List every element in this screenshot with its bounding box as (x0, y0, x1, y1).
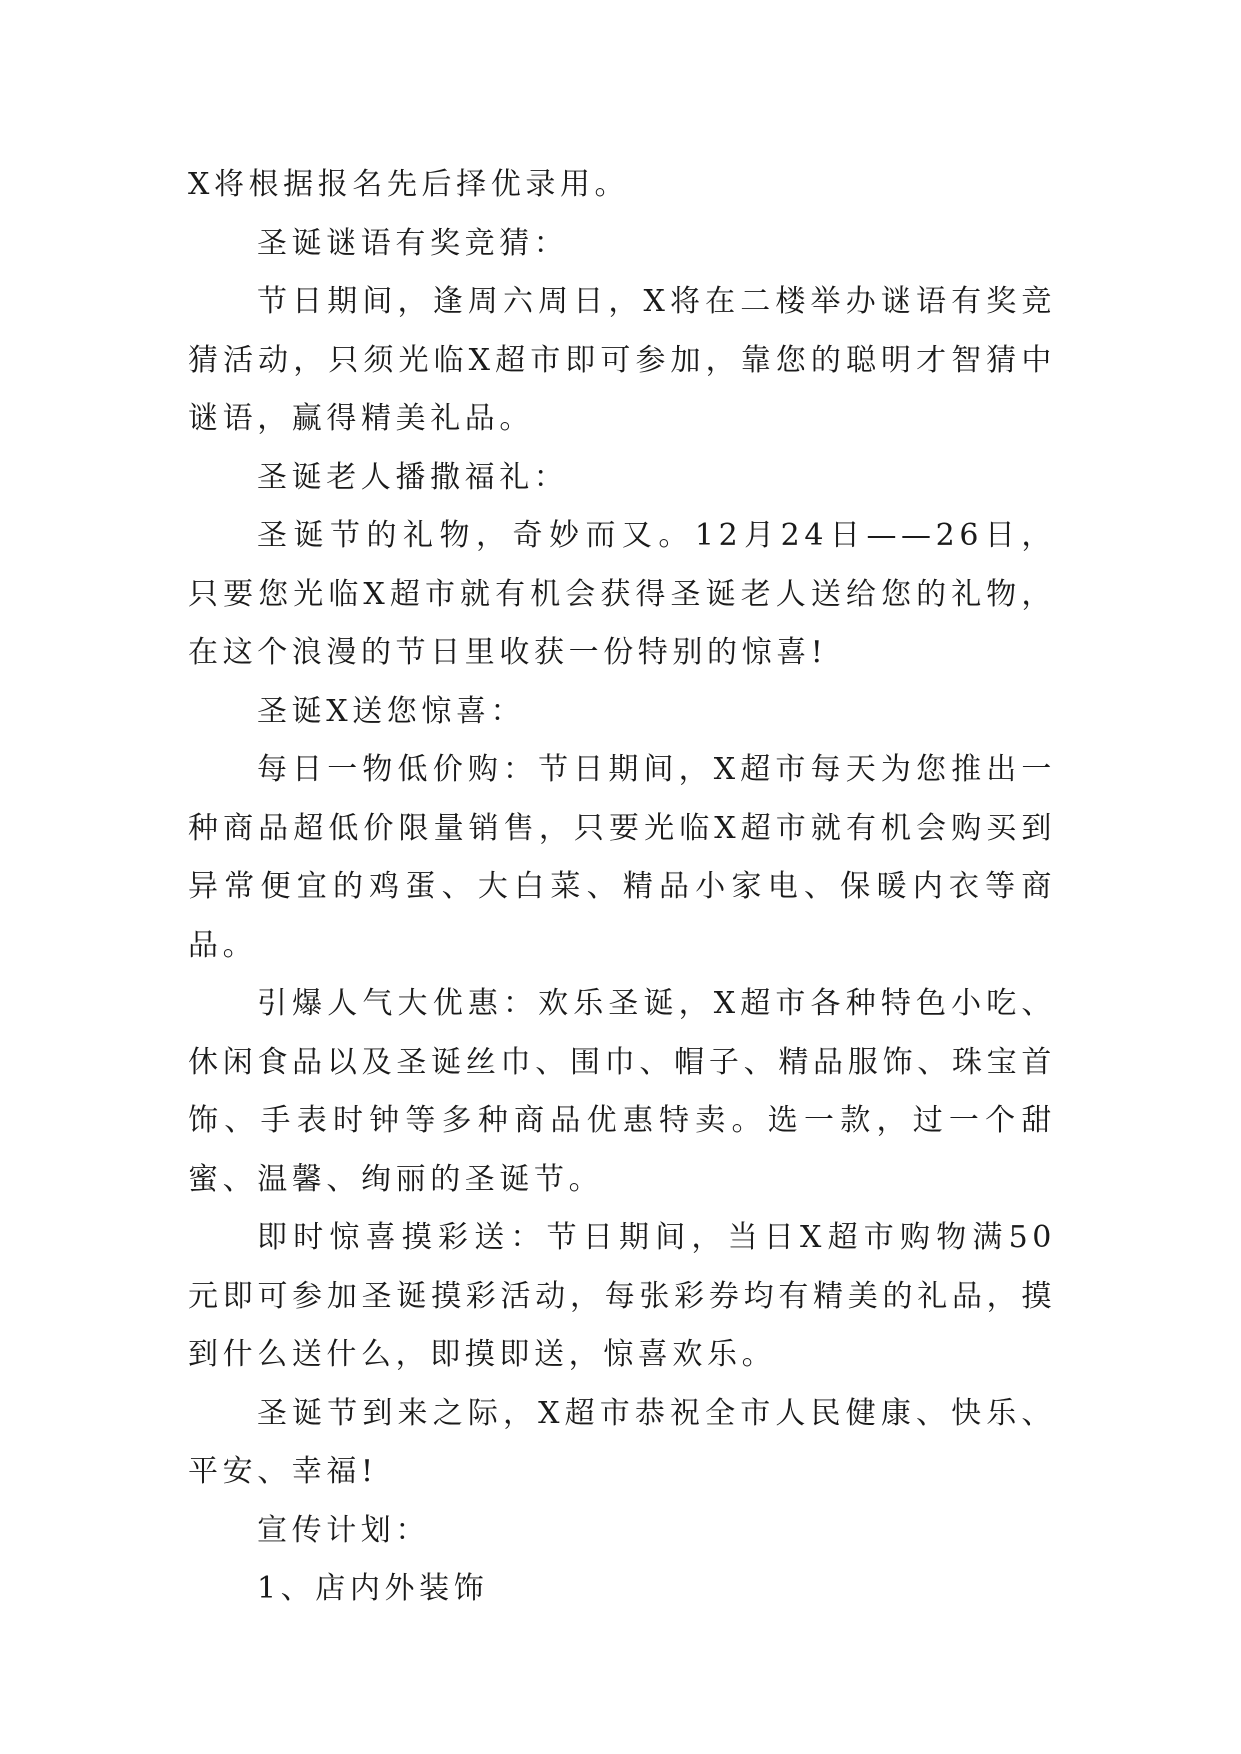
list-item-store-decoration: 1、店内外装饰 (257, 1571, 489, 1606)
paragraph-lottery: 即时惊喜摸彩送：节日期间，当日X超市购物满50元即可参加圣诞摸彩活动，每张彩券均有精美的礼品，摸到什么送什么，即摸即送，惊喜欢乐。 (188, 1220, 1056, 1372)
paragraph-riddle-contest: 节日期间，逢周六周日，X将在二楼举办谜语有奖竞猜活动，只须光临X超市即可参加，靠您的聪明才智猜中谜语，赢得精美礼品。 (188, 284, 1056, 436)
heading-promotion-plan: 宣传计划： (257, 1512, 430, 1548)
document-body (188, 156, 1056, 1619)
heading-surprises: 圣诞X送您惊喜： (257, 693, 526, 729)
paragraph-big-discount: 引爆人气大优惠：欢乐圣诞，X超市各种特色小吃、休闲食品以及圣诞丝巾、围巾、帽子、精品服饰、珠宝首饰、手表时钟等多种商品优惠特卖。选一款，过一个甜蜜、温馨、绚丽的圣诞节。 (188, 986, 1056, 1197)
paragraph-greetings: 圣诞节到来之际，X超市恭祝全市人民健康、快乐、平安、幸福! (188, 1395, 1056, 1489)
heading-santa-gifts: 圣诞老人播撒福礼： (257, 459, 569, 495)
paragraph-santa-gifts: 圣诞节的礼物，奇妙而又。12月24日——26日，只要您光临X超市就有机会获得圣诞老人送给您的礼物，在这个浪漫的节日里收获一份特别的惊喜! (188, 518, 1056, 670)
paragraph-recruitment-note: X将根据报名先后择优录用。 (188, 167, 630, 202)
paragraph-daily-deal: 每日一物低价购：节日期间，X超市每天为您推出一种商品超低价限量销售，只要光临X超市就有机会购买到异常便宜的鸡蛋、大白菜、精品小家电、保暖内衣等商品。 (188, 752, 1056, 963)
heading-riddle-contest: 圣诞谜语有奖竞猜： (257, 225, 569, 261)
